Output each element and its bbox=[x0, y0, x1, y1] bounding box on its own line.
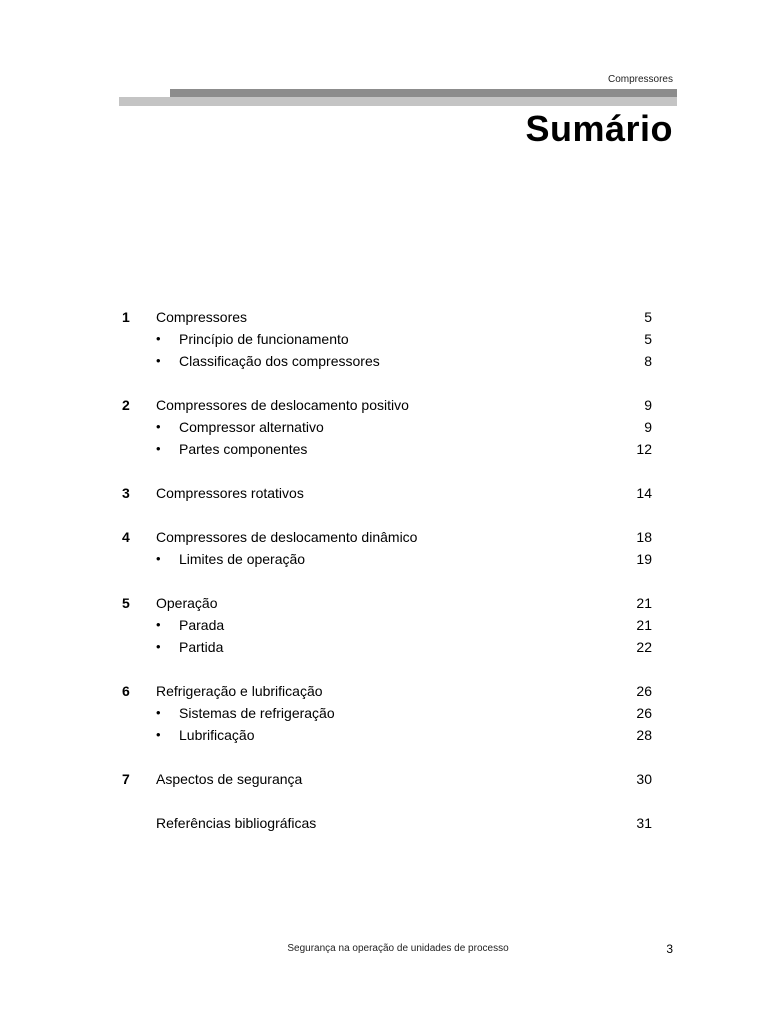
toc-subentry-title: Partida bbox=[179, 639, 224, 655]
toc-entry-number: 2 bbox=[122, 397, 130, 413]
toc-entry-title: Compressores bbox=[156, 309, 248, 325]
header-bar-light bbox=[119, 97, 677, 106]
table-of-contents bbox=[122, 306, 652, 856]
bullet-icon: • bbox=[156, 419, 161, 434]
header-bar-dark bbox=[170, 89, 677, 97]
footer-page-number: 3 bbox=[666, 942, 673, 956]
toc-subentry-title: Parada bbox=[179, 617, 225, 633]
toc-entry-title: Operação bbox=[156, 595, 218, 611]
toc-entry-number: 1 bbox=[122, 309, 130, 325]
toc-entry bbox=[122, 812, 652, 834]
bullet-icon: • bbox=[156, 441, 161, 456]
bullet-icon: • bbox=[156, 639, 161, 654]
toc-entry-title: Refrigeração e lubrificação bbox=[156, 683, 323, 699]
bullet-icon: • bbox=[156, 727, 161, 742]
toc-entry-number: 7 bbox=[122, 771, 130, 787]
toc-entry-number: 3 bbox=[122, 485, 130, 501]
toc-entry bbox=[122, 394, 652, 416]
toc-entry bbox=[122, 768, 652, 790]
toc-subentry bbox=[122, 416, 652, 438]
bullet-icon: • bbox=[156, 331, 161, 346]
bullet-icon: • bbox=[156, 551, 161, 566]
toc-entry-page: 18 bbox=[636, 529, 652, 545]
toc-entry-number: 4 bbox=[122, 529, 130, 545]
toc-section bbox=[122, 768, 652, 790]
toc-entry bbox=[122, 680, 652, 702]
toc-entry bbox=[122, 592, 652, 614]
toc-subentry-title: Princípio de funcionamento bbox=[179, 331, 349, 347]
toc-subentry-page: 9 bbox=[644, 419, 652, 435]
toc-entry-page: 5 bbox=[644, 309, 652, 325]
toc-entry-page: 21 bbox=[636, 595, 652, 611]
toc-entry-title: Compressores de deslocamento positivo bbox=[156, 397, 409, 413]
toc-entry bbox=[122, 526, 652, 548]
page-title: Sumário bbox=[525, 108, 673, 149]
footer-text: Segurança na operação de unidades de processo bbox=[287, 943, 509, 954]
toc-subentry bbox=[122, 350, 652, 372]
toc-subentry-page: 21 bbox=[636, 617, 652, 633]
toc-subentry bbox=[122, 724, 652, 746]
toc-entry-title: Aspectos de segurança bbox=[156, 771, 303, 787]
toc-entry-number: 5 bbox=[122, 595, 130, 611]
toc-section bbox=[122, 306, 652, 372]
toc-section bbox=[122, 680, 652, 746]
toc-entry-page: 26 bbox=[636, 683, 652, 699]
toc-entry bbox=[122, 482, 652, 504]
toc-section bbox=[122, 394, 652, 460]
toc-subentry-page: 19 bbox=[636, 551, 652, 567]
bullet-icon: • bbox=[156, 353, 161, 368]
toc-subentry bbox=[122, 548, 652, 570]
toc-subentry bbox=[122, 636, 652, 658]
toc-subentry-title: Classificação dos compressores bbox=[179, 353, 380, 369]
toc-entry-page: 9 bbox=[644, 397, 652, 413]
toc-entry-title: Compressores rotativos bbox=[156, 485, 304, 501]
toc-section bbox=[122, 592, 652, 658]
toc-subentry-page: 22 bbox=[636, 639, 652, 655]
toc-subentry-page: 28 bbox=[636, 727, 652, 743]
toc-subentry-title: Lubrificação bbox=[179, 727, 255, 743]
bullet-icon: • bbox=[156, 617, 161, 632]
toc-section bbox=[122, 482, 652, 504]
toc-entry-number: 6 bbox=[122, 683, 130, 699]
toc-subentry-title: Partes componentes bbox=[179, 441, 308, 457]
toc-entry-title: Referências bibliográficas bbox=[156, 815, 317, 831]
toc-subentry-title: Compressor alternativo bbox=[179, 419, 324, 435]
bullet-icon: • bbox=[156, 705, 161, 720]
toc-subentry-title: Limites de operação bbox=[179, 551, 306, 567]
toc-subentry-page: 8 bbox=[644, 353, 652, 369]
toc-entry-page: 31 bbox=[636, 815, 652, 831]
toc-entry-title: Compressores de deslocamento dinâmico bbox=[156, 529, 418, 545]
toc-subentry-page: 26 bbox=[636, 705, 652, 721]
toc-entry-page: 30 bbox=[636, 771, 652, 787]
toc-subentry-page: 5 bbox=[644, 331, 652, 347]
toc-subentry-page: 12 bbox=[636, 441, 652, 457]
toc-subentry bbox=[122, 328, 652, 350]
toc-entry bbox=[122, 306, 652, 328]
toc-entry-page: 14 bbox=[636, 485, 652, 501]
toc-section bbox=[122, 526, 652, 570]
running-header-label: Compressores bbox=[607, 74, 673, 85]
toc-subentry bbox=[122, 438, 652, 460]
toc-section bbox=[122, 812, 652, 834]
toc-subentry bbox=[122, 702, 652, 724]
toc-subentry bbox=[122, 614, 652, 636]
toc-subentry-title: Sistemas de refrigeração bbox=[179, 705, 335, 721]
